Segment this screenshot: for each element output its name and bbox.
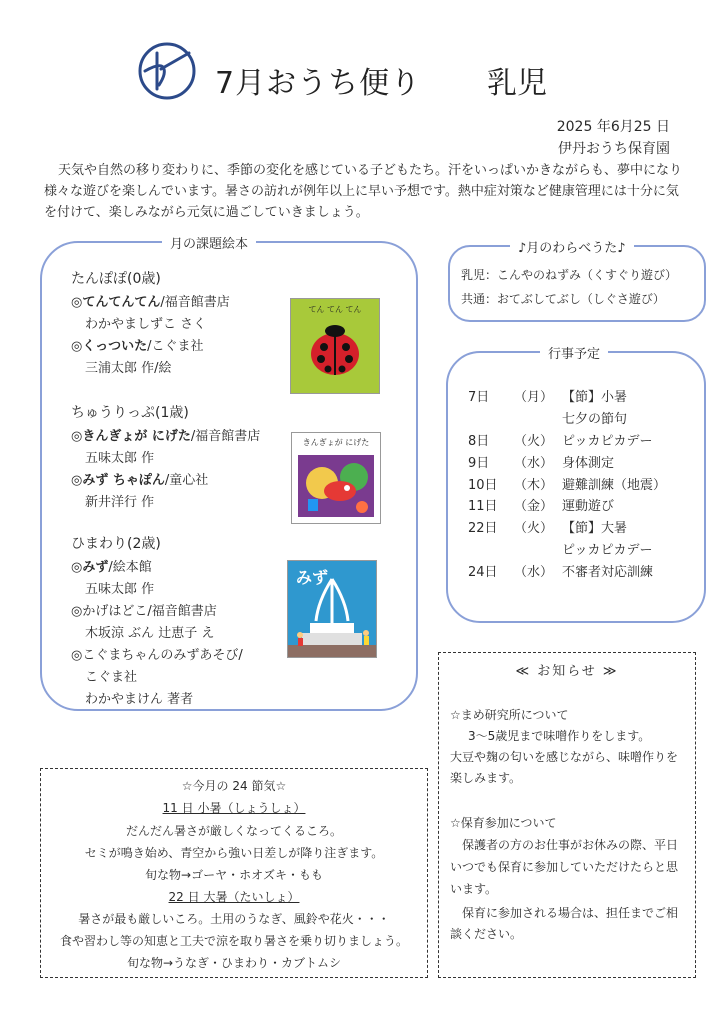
book-title: ◎みず ちゃぽん <box>71 473 165 488</box>
book-group-tanpopo <box>71 268 230 380</box>
book-author: こぐま社 <box>85 670 138 685</box>
events-caption: 行事予定 <box>540 343 608 362</box>
book-author: 五味太郎 作 <box>85 451 155 466</box>
notice-line: 保護者の方のお仕事がお休みの際、平日 <box>462 838 679 852</box>
event-row: 七夕の節句 <box>562 412 628 427</box>
event-row: 8日 （火） ピッカピカデー <box>468 434 653 449</box>
book-publisher: / <box>238 648 243 663</box>
notice-hoiku-heading: ☆保育参加について <box>450 816 557 830</box>
book-title: ◎みず <box>71 560 109 575</box>
event-row: ピッカピカデー <box>562 543 653 558</box>
event-row: 24日 （水） 不審者対応訓練 <box>468 565 654 580</box>
notice-line: 談ください。 <box>450 927 523 941</box>
intro-paragraph: 天気や自然の移り変わりに、季節の変化を感じている子どもたち。汗をいっぱいかきながらも、夢中になり様々な遊びを楽しんでいます。暑さの訪れが例年以上に早い予想です。熱中症対策など健康管理には十分に気を付けて、楽しみながら元気に過ごしていきましょう。 <box>44 163 683 220</box>
notice-miso-heading: ☆まめ研究所について <box>450 708 569 722</box>
event-row: 9日 （水） 身体測定 <box>468 456 615 471</box>
warabe-line-infant: 乳児：こんやのねずみ（くすぐり遊び） <box>461 268 678 282</box>
book-publisher: /童心社 <box>164 473 209 488</box>
sekki-line: セミが鳴き始め、青空から強い日差しが降り注ぎます。 <box>84 846 384 860</box>
event-row: 22日 （火） 【節】大暑 <box>468 521 628 536</box>
books-caption: 月の課題絵本 <box>162 233 256 252</box>
sekki-title: ☆今月の 24 節気☆ <box>181 779 287 793</box>
event-row: 7日 （月） 【節】小暑 <box>468 390 628 405</box>
event-row: 10日 （木） 避難訓練（地震） <box>468 478 667 493</box>
book-group-himawari <box>71 533 243 711</box>
notice-line: 保育に参加される場合は、担任までご相 <box>462 906 679 920</box>
notice-line: 大豆や麹の匂いを感じながら、味噌作りを <box>450 750 679 764</box>
book-author: 三浦太郎 作/絵 <box>85 361 172 376</box>
book-publisher: /福音館書店 <box>190 429 261 444</box>
book-author: わかやましずこ さく <box>85 317 207 332</box>
book-cover-mizu <box>287 560 377 658</box>
notice-line: いつでも保育に参加していただけたらと思 <box>450 860 679 874</box>
book-title: ◎こぐまちゃんのみずあそび <box>71 648 239 663</box>
cover-title: てん てん てん <box>308 305 362 314</box>
book-title: ◎てんてんてん <box>71 295 161 310</box>
notice-line: 楽しみます。 <box>450 771 522 785</box>
school-logo <box>137 41 197 101</box>
sekki-line: 暑さが最も厳しいころ。土用のうなぎ、風鈴や花火・・・ <box>78 912 390 926</box>
school-name: 伊丹おうち保育園 <box>558 141 670 157</box>
book-publisher: /こぐま社 <box>147 339 204 354</box>
group-heading: ひまわり(2歳) <box>71 536 161 552</box>
notice-line: 3～5歳児まで味噌作りをします。 <box>468 729 651 743</box>
book-group-tulip <box>71 402 260 514</box>
book-author: 木坂涼 ぶん 辻恵子 え <box>85 626 215 641</box>
book-title: ◎かげはどこ <box>71 604 148 619</box>
book-title: ◎くっついた <box>71 339 148 354</box>
book-author: 五味太郎 作 <box>85 582 155 597</box>
book-cover-kingyo <box>291 432 381 524</box>
warabe-box <box>448 245 706 322</box>
sekki-line: 食や習わし等の知恵と工夫で涼を取り暑さを乗り切りましょう。 <box>59 934 408 948</box>
sekki-line: 旬な物→うなぎ・ひまわり・カブトムシ <box>126 956 342 970</box>
issue-date: 2025 年6月25 日 <box>556 119 670 135</box>
notice-title: ≪ お知らせ ≫ <box>515 664 619 679</box>
cover-title: きんぎょが にげた <box>302 438 370 447</box>
book-publisher: /福音館書店 <box>147 604 217 619</box>
group-heading: ちゅうりっぷ(1歳) <box>71 405 189 421</box>
warabe-caption: ♪月のわらべうた♪ <box>510 237 634 256</box>
warabe-line-common: 共通：おてぶしてぶし（しぐさ遊び） <box>461 292 665 306</box>
book-author: 新井洋行 作 <box>85 495 155 510</box>
book-title: ◎きんぎょが にげた <box>71 429 191 444</box>
notice-line: います。 <box>450 882 498 896</box>
book-publisher: /福音館書店 <box>160 295 230 310</box>
page-title: 7月おうち便り <box>215 66 422 101</box>
book-publisher: /絵本館 <box>108 560 152 575</box>
group-heading: たんぽぽ(0歳) <box>71 271 161 287</box>
sekki-shousho-heading: 11 日 小暑（しょうしょ） <box>162 801 306 815</box>
book-author: わかやまけん 著者 <box>85 692 194 707</box>
book-cover-tententen <box>290 298 380 394</box>
page-subtitle: 乳児 <box>487 66 547 101</box>
event-row: 11日 （金） 運動遊び <box>468 499 615 514</box>
sekki-line: だんだん暑さが厳しくなってくるころ。 <box>125 824 342 838</box>
sekki-line: 旬な物→ゴーヤ・ホオズキ・もも <box>145 868 323 882</box>
cover-title: みず <box>296 568 329 587</box>
sekki-taisho-heading: 22 日 大暑（たいしょ） <box>168 890 300 904</box>
